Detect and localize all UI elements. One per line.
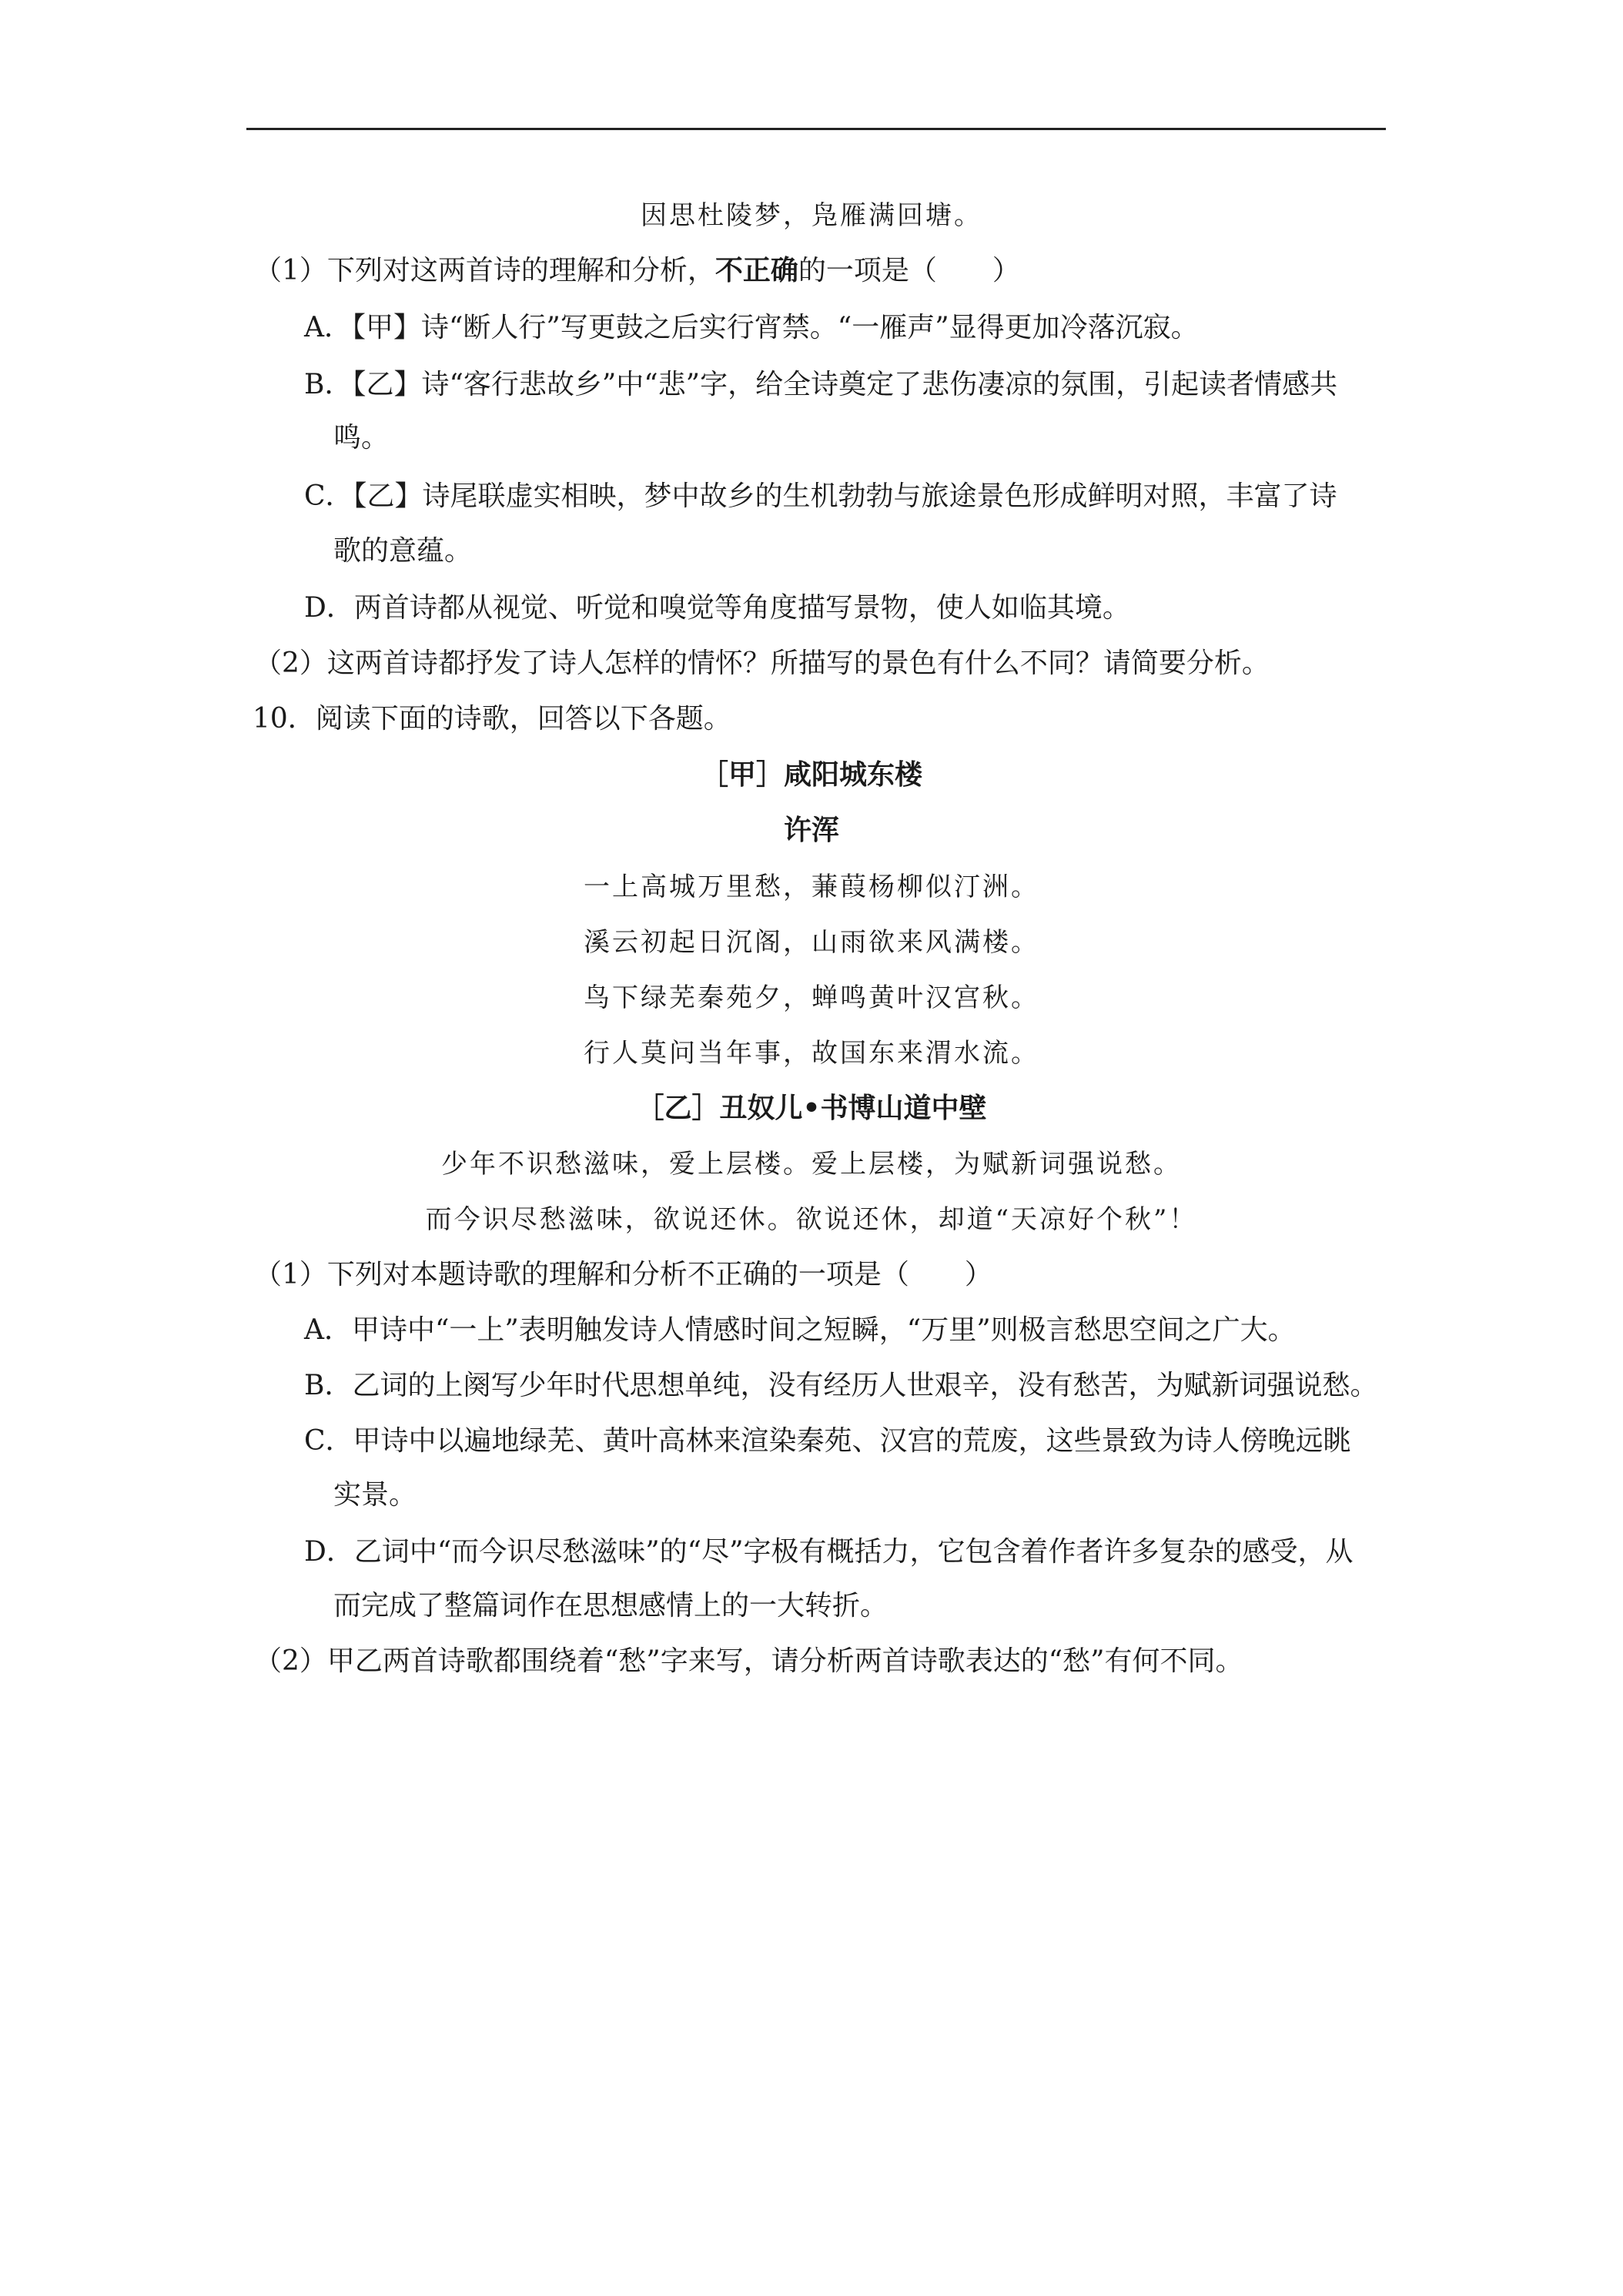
poem-a-line: 鸟下绿芜秦苑夕，蝉鸣黄叶汉宫秋。	[584, 982, 1039, 1013]
poem-a-line: 溪云初起日沉阁，山雨欲来风满楼。	[584, 927, 1039, 958]
question-10-1-stem: （1）下列对本题诗歌的理解和分析不正确的一项是（ ）	[254, 1259, 992, 1290]
poem-b-title: ［乙］丑奴儿•书博山道中壁	[636, 1093, 987, 1124]
option-d: D．乙词中“而今识尽愁滋味”的“尽”字极有概括力，它包含着作者许多复杂的感受，从	[304, 1536, 1354, 1568]
poem-a-line: 一上高城万里愁，蒹葭杨柳似汀洲。	[584, 872, 1039, 902]
option-d: D．两首诗都从视觉、听觉和嗅觉等角度描写景物，使人如临其境。	[304, 592, 1130, 624]
emphasis-text: 不正确	[714, 255, 798, 286]
option-d-continued: 而完成了整篇词作在思想感情上的一大转折。	[333, 1590, 888, 1622]
poem-a-title: ［甲］咸阳城东楼	[700, 759, 922, 791]
header-rule	[246, 128, 1386, 130]
poem-a-author: 许浑	[783, 815, 839, 846]
question-9-2: （2）这两首诗都抒发了诗人怎样的情怀？所描写的景色有什么不同？请简要分析。	[254, 648, 1270, 679]
question-9-1-stem: （1）下列对这两首诗的理解和分析，不正确的一项是（ ）	[254, 255, 1020, 286]
option-b-continued: 鸣。	[333, 422, 390, 454]
poem-a-line: 行人莫问当年事，故国东来渭水流。	[584, 1038, 1039, 1069]
option-a: A．甲诗中“一上”表明触发诗人情感时间之短瞬，“万里”则极言愁思空间之广大。	[304, 1314, 1296, 1346]
option-a: A．【甲】诗“断人行”写更鼓之后实行宵禁。“一雁声”显得更加冷落沉寂。	[304, 312, 1199, 343]
option-b: B．【乙】诗“客行悲故乡”中“悲”字，给全诗奠定了悲伤凄凉的氛围，引起读者情感共	[304, 369, 1338, 400]
poem-b-line: 而今识尽愁滋味，欲说还休。欲说还休，却道“天凉好个秋”！	[425, 1204, 1198, 1235]
question-10-stem: 10．阅读下面的诗歌，回答以下各题。	[253, 703, 731, 735]
poem-b-line: 少年不识愁滋味，爱上层楼。爱上层楼，为赋新词强说愁。	[441, 1149, 1182, 1180]
option-b: B．乙词的上阕写少年时代思想单纯，没有经历人世艰辛，没有愁苦，为赋新词强说愁。	[304, 1370, 1378, 1401]
option-c-continued: 实景。	[333, 1479, 417, 1511]
option-c: C．甲诗中以遍地绿芜、黄叶高林来渲染秦苑、汉宫的荒废，这些景致为诗人傍晚远眺	[304, 1425, 1351, 1457]
question-10-2: （2）甲乙两首诗歌都围绕着“愁”字来写，请分析两首诗歌表达的“愁”有何不同。	[254, 1645, 1243, 1677]
option-c: C．【乙】诗尾联虚实相映，梦中故乡的生机勃勃与旅途景色形成鲜明对照，丰富了诗	[304, 480, 1337, 512]
poem-line: 因思杜陵梦，凫雁满回塘。	[641, 200, 982, 231]
option-c-continued: 歌的意蕴。	[333, 535, 473, 567]
